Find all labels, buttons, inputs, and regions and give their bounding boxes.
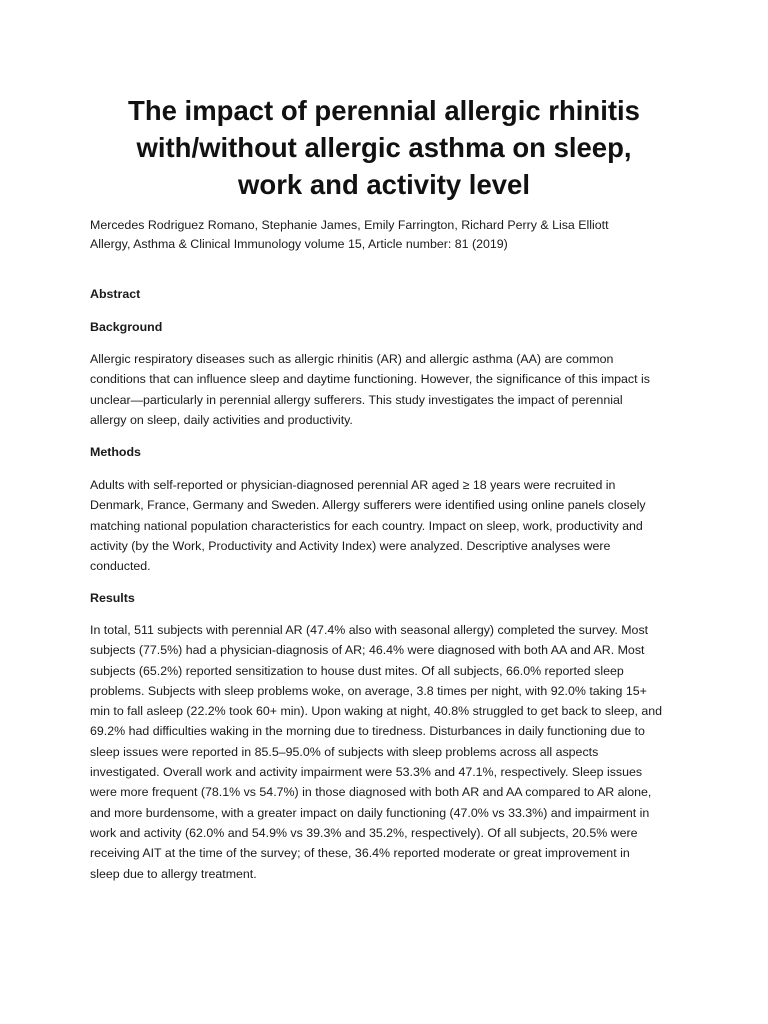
text-line: In total, 511 subjects with perennial AR (47.4% also with seasonal allergy) completed the survey. Most xyxy=(90,623,649,637)
text-line: investigated. Overall work and activity impairment were 53.3% and 47.1%, respectively. Sleep issues xyxy=(90,765,643,780)
text-line: activity (by the Work, Productivity and Activity Index) were analyzed. Descriptive analyses were xyxy=(90,538,611,553)
text-line: receiving AIT at the time of the survey; of these, 36.4% reported moderate or great improvement in xyxy=(90,846,630,861)
text-line: subjects (77.5%) had a physician-diagnosis of AR; 46.4% were diagnosed with both AA and AR. Most xyxy=(90,643,645,658)
text-line: and more burdensome, with a greater impact on daily functioning (47.0% vs 33.3%) and impairment in xyxy=(90,805,650,820)
background-heading: Background xyxy=(90,320,163,334)
methods-paragraph xyxy=(90,475,694,576)
author-list: Mercedes Rodriguez Romano, Stephanie James, Emily Farrington, Richard Perry & Lisa Elliott xyxy=(90,218,609,232)
text-line: Denmark, France, Germany and Sweden. Allergy sufferers were identified using online panels closely xyxy=(90,498,646,513)
text-line: conducted. xyxy=(90,559,151,574)
journal-citation: Allergy, Asthma & Clinical Immunology volume 15, Article number: 81 (2019) xyxy=(90,237,508,251)
background-paragraph xyxy=(90,349,694,430)
text-line: sleep issues were reported in 85.5–95.0% of subjects with sleep problems across all aspects xyxy=(90,744,599,759)
text-line: 69.2% had difficulties waking in the morning due to tiredness. Disturbances in daily functioning due to xyxy=(90,724,645,739)
abstract-heading: Abstract xyxy=(90,287,141,301)
text-line: work and activity (62.0% and 54.9% vs 39.3% and 35.2%, respectively). Of all subjects, 20.5% were xyxy=(90,825,638,840)
text-line: unclear—particularly in perennial allergy sufferers. This study investigates the impact of perennial xyxy=(90,392,623,407)
text-line: problems. Subjects with sleep problems woke, on average, 3.8 times per night, with 92.0% taking 15+ xyxy=(90,683,647,698)
text-line: matching national population characteristics for each country. Impact on sleep, work, productivity and xyxy=(90,518,643,533)
results-paragraph xyxy=(90,620,694,884)
title-line: The impact of perennial allergic rhinitis xyxy=(128,95,640,126)
text-line: conditions that can influence sleep and daytime functioning. However, the significance of this impact is xyxy=(90,372,650,387)
paper-meta xyxy=(90,216,690,254)
text-line: were more frequent (78.1% vs 54.7%) in those diagnosed with both AR and AA compared to AR alone, xyxy=(90,785,652,800)
results-heading: Results xyxy=(90,591,135,605)
paper-title xyxy=(70,92,698,203)
text-line: allergy on sleep, daily activities and productivity. xyxy=(90,412,353,427)
text-line: Adults with self-reported or physician-diagnosed perennial AR aged ≥ 18 years were recruited in xyxy=(90,478,616,492)
text-line: Allergic respiratory diseases such as allergic rhinitis (AR) and allergic asthma (AA) are common xyxy=(90,352,614,366)
text-line: sleep due to allergy treatment. xyxy=(90,866,257,881)
title-line: work and activity level xyxy=(238,169,530,200)
text-line: min to fall asleep (22.2% took 60+ min). Upon waking at night, 40.8% struggled to get back to sleep, and xyxy=(90,704,663,719)
methods-heading: Methods xyxy=(90,445,141,459)
text-line: subjects (65.2%) reported sensitization to house dust mites. Of all subjects, 66.0% reported sleep xyxy=(90,663,624,678)
title-line: with/without allergic asthma on sleep, xyxy=(136,132,632,163)
